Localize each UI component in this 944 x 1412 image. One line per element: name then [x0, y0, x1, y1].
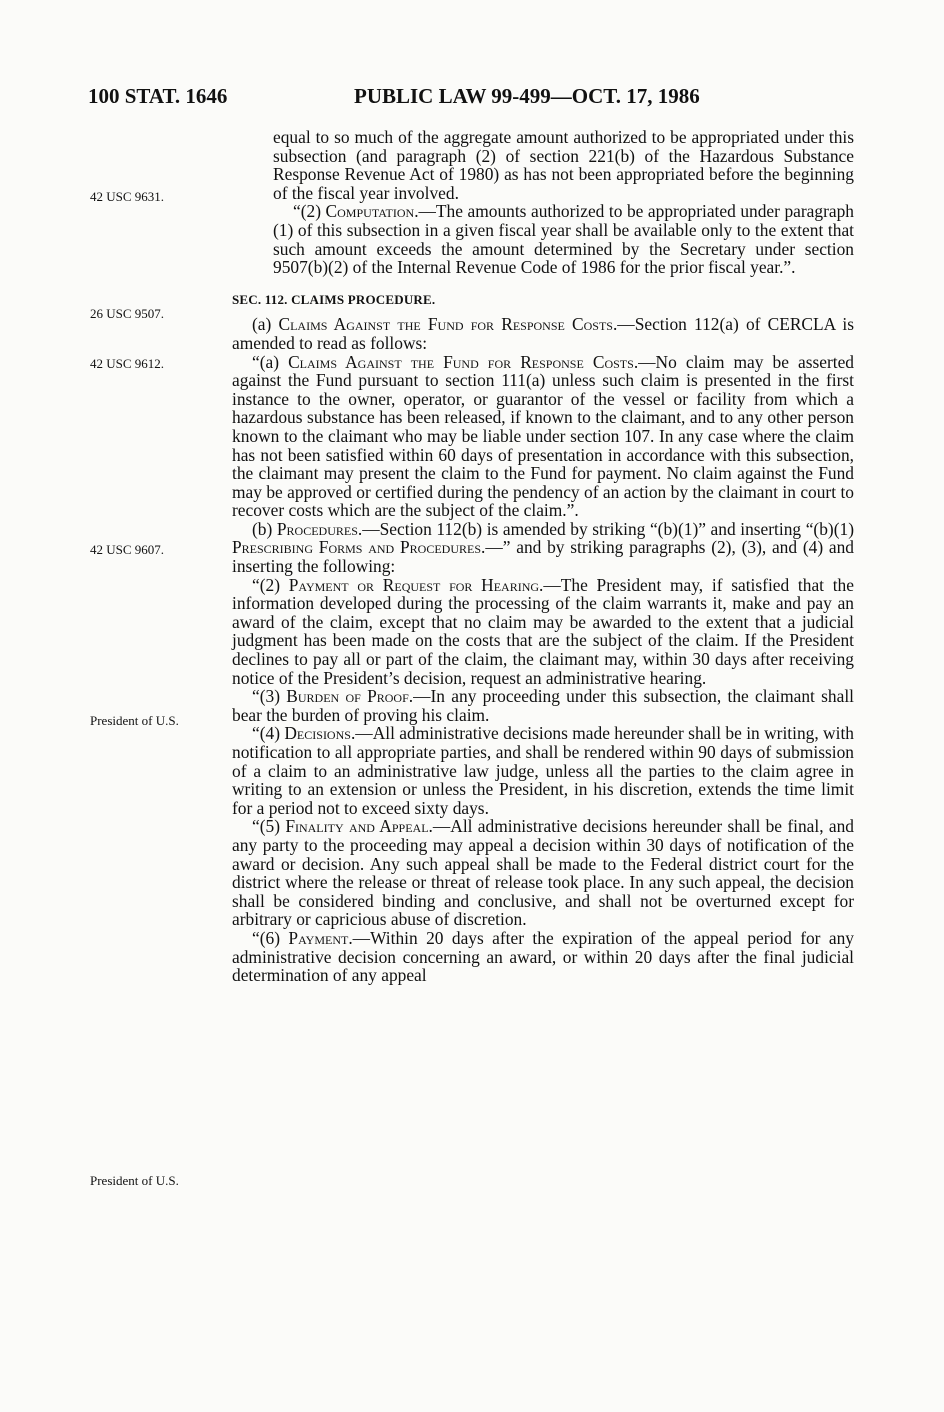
margin-note: 42 USC 9612.	[90, 356, 165, 371]
statute-citation: 100 STAT. 1646	[88, 84, 228, 108]
paragraph: “(2) Computation.—The amounts authorized to be appropriated under paragraph (1) of this subsection in a given fiscal year shall be available only to the extent that such amount exceeds the amount determined by the Secretary under section 9507(b)(2) of the Internal Revenue Code of 1986 for the prior fiscal year.”.	[273, 201, 854, 278]
paragraph: “(6) Payment.—Within 20 days after the expiration of the appeal period for any administrative decision concerning an award, or within 20 days after the final judicial determination of any appeal	[232, 927, 854, 986]
margin-note: 42 USC 9607.	[90, 542, 165, 557]
paragraph: equal to so much of the aggregate amount authorized to be appropriated under this subsection (and paragraph (2) of section 221(b) of the Hazardous Substance Response Revenue Act of 1980) as has not been appropriated before the beginning of the fiscal year involved.	[273, 127, 854, 203]
page-header	[88, 84, 854, 114]
public-law-title: PUBLIC LAW 99-499—OCT. 17, 1986	[354, 84, 700, 108]
paragraph: “(3) Burden of Proof.—In any proceeding under this subsection, the claimant shall bear the burden of proving his claim.	[232, 686, 854, 725]
paragraph: “(5) Finality and Appeal.—All administrative decisions hereunder shall be final, and any party to the proceeding may appeal a decision within 30 days of notification of the award or decision. Any such appeal shall be made to the Federal district court for the district where the release or threat of release took place. In any such appeal, the decision shall be considered binding and conclusive, and shall not be overturned except for arbitrary or capricious abuse of discretion.	[232, 816, 854, 930]
margin-note: 42 USC 9631.	[90, 189, 165, 204]
paragraph: (a) Claims Against the Fund for Response Costs.—Section 112(a) of CERCLA is amended to read as follows:	[232, 314, 855, 353]
margin-note: President of U.S.	[90, 713, 179, 728]
margin-note: President of U.S.	[90, 1173, 179, 1188]
section-heading: SEC. 112. CLAIMS PROCEDURE.	[232, 291, 436, 307]
margin-note: 26 USC 9507.	[90, 306, 165, 321]
continued-paragraphs	[232, 128, 854, 277]
paragraph: (b) Procedures.—Section 112(b) is amended by striking “(b)(1)” and inserting “(b)(1) Prescribing Forms and Procedures.—” and by striking paragraphs (2), (3), and (4) and inserting the following:	[232, 518, 854, 577]
paragraph: “(4) Decisions.—All administrative decisions made hereunder shall be in writing, with notification to all appropriate parties, and shall be rendered within 90 days of submission of a claim to an administrative law judge, unless all the parties to the claim agree in writing to an extension or unless the President, in his discretion, extends the time limit for a period not to exceed sixty days.	[232, 723, 854, 818]
paragraph: “(a) Claims Against the Fund for Response Costs.—No claim may be asserted against the Fund pursuant to section 111(a) unless such claim is presented in the first instance to the owner, operator, or guarantor of the vessel or facility from which a hazardous substance has been released, if known to the claimant, and to any other person known to the claimant who may be liable under section 107. In any case where the claim has not been satisfied within 60 days of presentation in accordance with this subsection, the claimant may present the claim to the Fund for payment. No claim against the Fund may be approved or certified during the pendency of an action by the claimant in court to recover costs which are the subject of the claim.”.	[232, 351, 854, 521]
page-body	[232, 128, 854, 985]
paragraph: “(2) Payment or Request for Hearing.—The President may, if satisfied that the information developed during the processing of the claim warrants it, make and pay an award of the claim, except that no claim may be awarded to the extent that a judicial judgment has been made on the costs that are the subject of the claim. If the President declines to pay all or part of the claim, the claimant may, within 30 days after receiving notice of the President’s decision, request an administrative hearing.	[232, 574, 854, 688]
